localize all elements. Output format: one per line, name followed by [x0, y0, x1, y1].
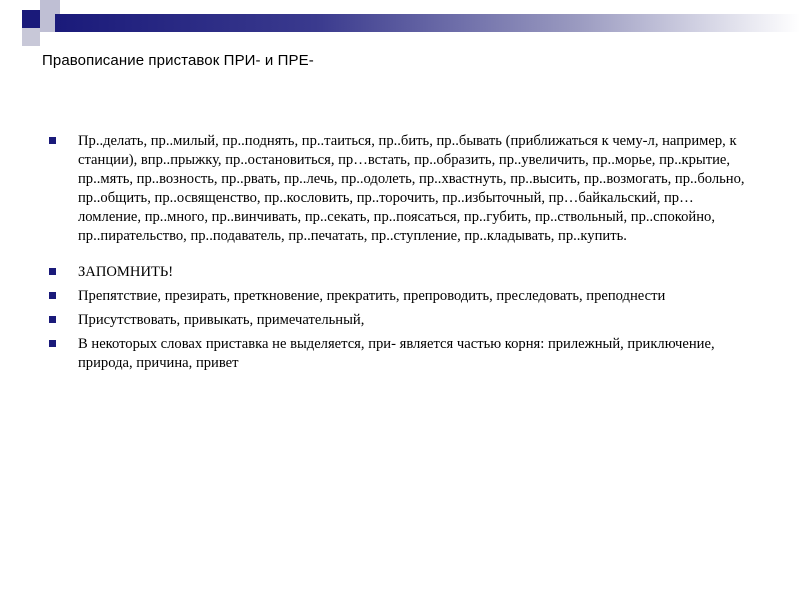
- remember-heading: ЗАПОМНИТЬ!: [78, 264, 174, 280]
- square-bullet-icon: [49, 268, 56, 275]
- square-bullet-icon: [49, 292, 56, 299]
- square-bullet-icon: [49, 137, 56, 144]
- square-bullet-icon: [49, 316, 56, 323]
- slide-title: Правописание приставок ПРИ- и ПРЕ-: [42, 52, 314, 69]
- square-bullet-icon: [49, 340, 56, 347]
- word-list-text: Пр..делать, пр..милый, пр..поднять, пр..таиться, пр..бить, пр..бывать (приближаться к чему-л, например, к станции), впр..прыжку, пр..остановиться, пр…встать, пр..образить, пр..увеличить, пр..морье, пр..крытие, пр..мять, пр..возность, пр..рвать, пр..лечь, пр..одолеть, пр..хвастнуть, пр..высить, пр..возмогать, пр..больно, пр..общить, пр..освященство, пр..кословить, пр..торочить, пр..избыточный, пр…байкальский, пр…ломление, пр..много, пр..винчивать, пр..секать, пр..поясаться, пр..губить, пр..ствольный, пр..спокойно, пр..пирательство, пр..подаватель, пр..печатать, пр..ступление, пр..кладывать, пр..купить.: [78, 133, 745, 244]
- decor-square: [40, 0, 60, 14]
- list-item: [48, 311, 748, 330]
- root-note-text: В некоторых словах приставка не выделяется, при- является частью корня: прилежный, приключение, природа, причина, привет: [78, 336, 715, 371]
- list-item: [48, 335, 748, 373]
- list-item: [48, 287, 748, 306]
- slide-body: [48, 132, 748, 373]
- list-item: [48, 132, 748, 246]
- list-item: [48, 263, 748, 282]
- pri-words-text: Присутствовать, привыкать, примечательный,: [78, 312, 365, 328]
- decor-square: [22, 10, 40, 28]
- decor-square: [22, 28, 40, 46]
- header-gradient-bar: [55, 14, 800, 32]
- pre-words-text: Препятствие, презирать, преткновение, прекратить, препроводить, преследовать, преподнести: [78, 288, 666, 304]
